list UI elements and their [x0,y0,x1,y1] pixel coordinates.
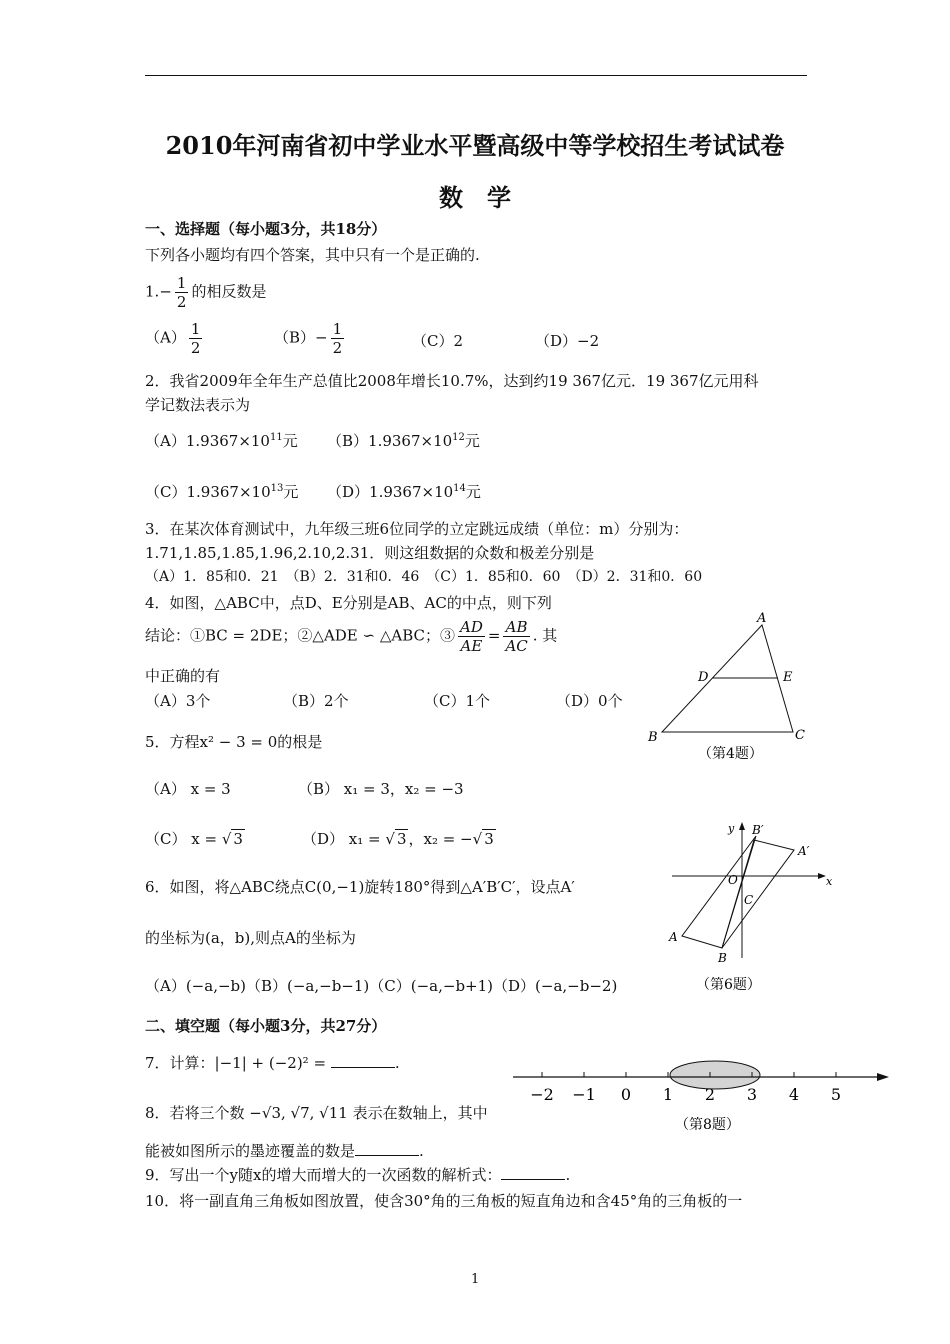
q8-line2: 能被如图所示的墨迹覆盖的数是 . [145,1142,424,1160]
section1-heading: 一、选择题（每小题3分，共18分） [145,220,387,238]
label-y: y [728,822,735,835]
label-c: C [795,728,805,743]
label-a-prime: A′ [798,844,810,858]
q4-option-b: （B）2个 [283,692,349,710]
q4-line2: 结论：①BC = 2DE；②△ADE ∽ △ABC；③ $\frac{AD}{AE}$ = $\frac{AB}{AC}$ . 其 [145,618,558,655]
q4-line1: 4．如图，△ABC中，点D、E分别是AB、AC的中点，则下列 [145,594,552,612]
q1-fraction: $\frac{1}{2}$ [176,274,187,311]
label-a: A [757,611,767,626]
q3-line2: 1.71,1.85,1.85,1.96,2.10,2.31．则这组数据的众数和极差分别是 [145,544,595,562]
q1-option-b: （B）− $\frac{1}{2}$ [274,320,343,357]
q1-text: 的相反数是 [191,282,267,301]
q4-option-c: （C）1个 [424,692,491,710]
q5-option-d: （D） x₁ = √ 3 ，x₂ = −√ 3 [302,830,494,848]
triangle-abc [682,836,756,948]
x-arrow [818,873,826,879]
header-rule [145,75,807,76]
q7: 7．计算：|−1| + (−2)² = . [145,1054,400,1072]
label-o: O [728,873,738,887]
q8-number-line [505,1052,895,1142]
label-b: B [718,951,727,965]
q2-option-a: $(A)1.9367\times 10^{11}$元 [145,432,298,450]
q2-option-b: $(B)1.9367\times 10^{12}$元 [327,432,480,450]
axis-arrow [877,1073,889,1081]
q4-figure [640,605,820,765]
q6-line2: 的坐标为(a，b),则点A的坐标为 [145,929,356,947]
q6-figure [660,818,845,1000]
q8-answer-blank[interactable] [355,1155,419,1156]
label-c: C [744,893,754,907]
q3-line1: 3．在某次体育测试中，九年级三班6位同学的立定跳远成绩（单位：m）分别为： [145,520,689,538]
q6-caption: （第6题） [696,977,761,993]
tick-label: 3 [746,1085,758,1104]
q5-option-c: （C） x = √ 3 [145,830,243,848]
q5-stem: 5．方程x² − 3 = 0的根是 [145,733,323,751]
q8-caption: （第8题） [675,1117,740,1133]
q2-option-d: $(D)1.9367\times 10^{14}$元 [327,483,481,501]
page-number: 1 [471,1272,480,1287]
label-d: D [698,670,709,685]
section2-heading: 二、填空题（每小题3分，共27分） [145,1017,387,1035]
label-e: E [783,670,793,685]
label-a: A [669,930,678,944]
subject-title: 数 学 [439,183,511,212]
tick-label: 2 [704,1085,716,1104]
q2-line2: 学记数法表示为 [145,396,251,414]
q6-line1: 6．如图，将△ABC绕点C(0,−1)旋转180°得到△A′B′C′，设点A′ [145,878,575,896]
q1-stem: 1.− $\frac{1}{2}$ 的相反数是 [145,274,267,311]
y-arrow [739,822,745,830]
label-x: x [826,875,833,888]
q6-options: （A）(−a,−b)（B）(−a,−b−1)（C）(−a,−b+1)（D）(−a,−b−2) [145,977,618,995]
q1-option-c: （C）2 [412,332,464,350]
q9: 9．写出一个y随x的增大而增大的一次函数的解析式： . [145,1166,571,1184]
q4-option-d: （D）0个 [556,692,623,710]
label-b: B [648,730,658,745]
q3-options: （A）1．85和0．21 （B）2．31和0．46 （C）1．85和0．60 （D）2．31和0．60 [145,569,703,585]
label-b-prime: B′ [752,823,764,837]
q1-option-d: （D）−2 [535,332,600,350]
tick-label: −2 [530,1085,554,1104]
section1-intro: 下列各小题均有四个答案，其中只有一个是正确的. [145,246,480,264]
q10-line1: 10．将一副直角三角板如图放置，使含30°角的三角板的短直角边和含45°角的三角板的一 [145,1192,743,1210]
q1-option-a: （A） $\frac{1}{2}$ [145,320,201,357]
q9-answer-blank[interactable] [501,1179,565,1180]
q5-option-b: （B） x₁ = 3，x₂ = −3 [298,780,464,798]
q1-number: 1. [145,282,160,301]
exam-title: 2010年河南省初中学业水平暨高级中等学校招生考试试卷 [165,131,785,160]
q4-option-a: （A）3个 [145,692,211,710]
q2-option-c: $(C)1.9367\times 10^{13}$元 [145,483,299,501]
tick-label: −1 [572,1085,596,1104]
triangle-a1b1c1 [722,840,794,948]
q8-line1: 8．若将三个数 −√3, √7, √11 表示在数轴上，其中 [145,1104,488,1122]
tick-label: 0 [620,1085,632,1104]
tick-label: 5 [830,1085,842,1104]
q4-line3: 中正确的有 [145,667,221,685]
q5-option-a: （A） x = 3 [145,780,231,798]
tick-label: 4 [788,1085,800,1104]
tick-label: 1 [662,1085,674,1104]
q4-caption: （第4题） [698,746,763,762]
q7-answer-blank[interactable] [331,1067,395,1068]
q2-line1: 2．我省2009年全年生产总值比2008年增长10.7%，达到约19 367亿元．19 367亿元用科 [145,372,759,390]
